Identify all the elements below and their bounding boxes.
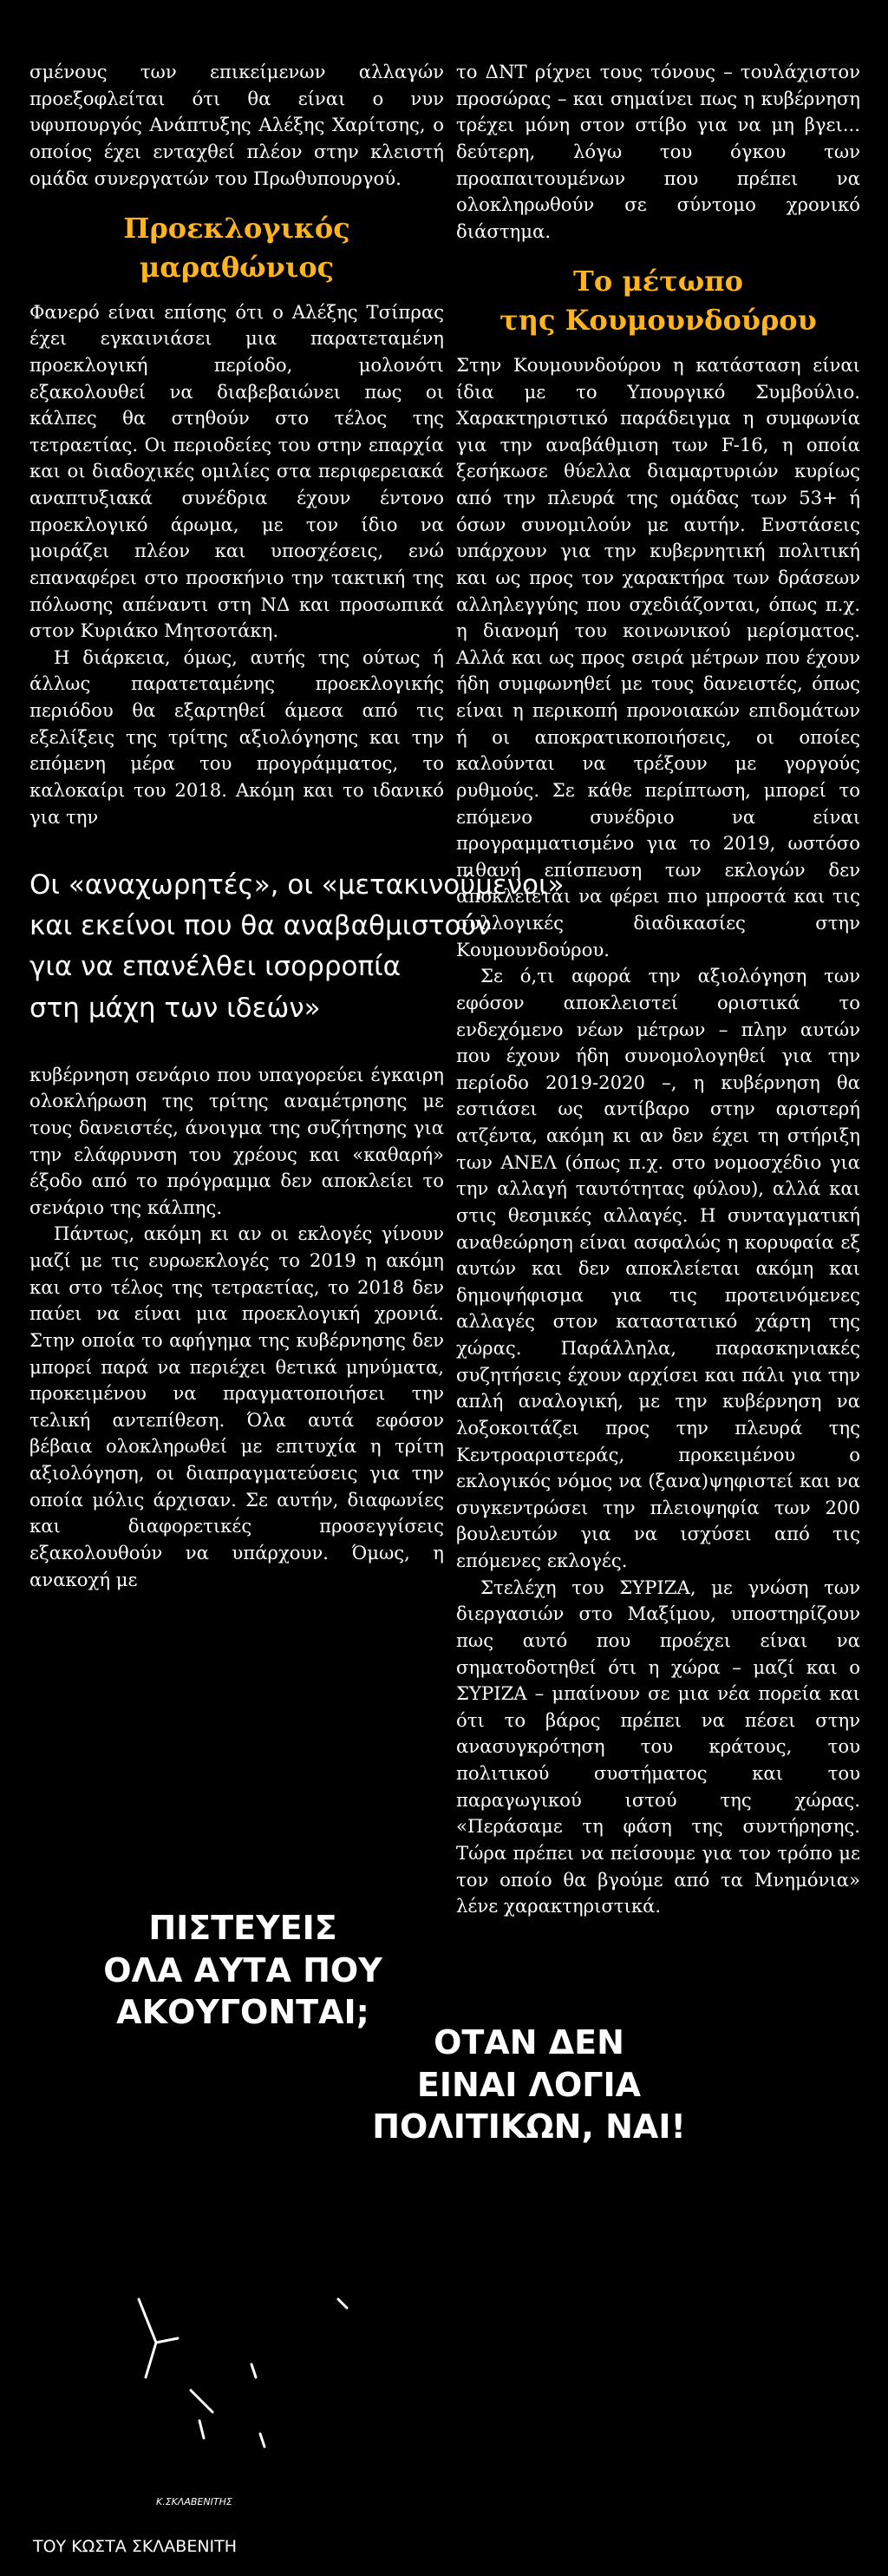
figure-stroke <box>191 2390 212 2412</box>
bubble-line: ΟΤΑΝ ΔΕΝ <box>434 2023 624 2061</box>
figure-stroke <box>251 2364 256 2377</box>
cartoon-credit: ΤΟΥ ΚΩΣΤΑ ΣΚΛΑΒΕΝΙΤΗ <box>33 2537 238 2556</box>
pull-quote-line: και εκείνοι που θα αναβαθμιστούν <box>29 910 492 942</box>
article-paragraph: το ΔΝΤ ρίχνει τους τόνους – τουλάχιστον προσώρας – και σημαίνει πως η κυβέρνηση τρέχει μόνη στον στίβο για να μη βγει... δεύτερη, λόγω του όγκου των προαπαιτουμένων που πρέπει να ολοκληρωθούν σε σύντομο χρονικό διάστημα. <box>456 61 860 242</box>
article-paragraph: Φανερό είναι επίσης ότι ο Αλέξης Τσίπρας έχει εγκαινιάσει μια παρατεταμένη προεκλογική περίοδο, μολονότι εξακολουθεί να διαβεβαιώνει πως οι κάλπες θα στηθούν στο τέλος της τετραετίας. Οι περιοδείες του στην επαρχία και οι διαδοχικές ομιλίες στα περιφερειακά αναπτυξιακά συνέδρια έχουν έντονο προεκλογικό άρωμα, με τον ίδιο να μοιράζει πλέον και υποσχέσεις, ενώ επαναφέρει στο προσκήνιο την τακτική της πόλωσης απέναντι στη ΝΔ και προσωπικά στον Κυριάκο Μητσοτάκη. <box>29 300 444 642</box>
article-paragraph: κυβέρνηση σενάριο που υπαγορεύει έγκαιρη ολοκλήρωση της τρίτης αναμέτρησης με τους δανειστές, άνοιγμα της συζήτησης για την ελάφρυνση του χρέους και «καθαρή» έξοδο από το πρόγραμμα δεν αποκλείει το σενάριο της κάλπης. <box>29 1063 444 1218</box>
cartoonist-signature: Κ.ΣΚΛΑΒΕΝΙΤΗΣ <box>156 2496 232 2507</box>
pull-quote <box>29 865 565 1028</box>
figure-stroke <box>199 2421 204 2438</box>
speech-bubble-answer <box>356 2022 702 2148</box>
pull-quote-line: για να επανέλθει ισορροπία <box>29 951 402 983</box>
pull-quote-line: Οι «αναχωρητές», οι «μετακινούμενοι» <box>29 869 565 901</box>
subheading-line: Προεκλογικός <box>123 212 350 246</box>
subheading-koumoundourou-front <box>456 262 860 340</box>
figure-stroke <box>260 2434 264 2447</box>
subheading-line: της Κουμουνδούρου <box>500 304 817 338</box>
right-column <box>456 59 860 1920</box>
intro-paragraph: σμένους των επικείμενων αλλαγών προεξοφλείται ότι θα είναι ο νυν υφυπουργός Ανάπτυξης Αλέξης Χαρίτσης, ο οποίος έχει ενταχθεί πλέον στην κλειστή ομάδα συνεργατών του Πρωθυπουργού. <box>29 61 444 189</box>
left-column <box>29 59 565 1593</box>
bubble-line: ΑΚΟΥΓΟΝΤΑΙ; <box>116 1993 369 2032</box>
bubble-line: ΕΙΝΑΙ ΛΟΓΙΑ <box>416 2065 642 2104</box>
bubble-line: ΠΙΣΤΕΥΕΙΣ <box>148 1909 337 1947</box>
figure-stroke <box>156 2338 178 2343</box>
political-cartoon <box>26 1891 686 2568</box>
pull-quote-line: στη μάχη των ιδεών» <box>29 992 321 1024</box>
subheading-line: μαραθώνιος <box>139 250 335 284</box>
figure-stroke <box>338 2299 347 2308</box>
article-paragraph: Σε ό,τι αφορά την αξιολόγηση των εφόσον αποκλειστεί οριστικά το ενδεχόμενο νέων μέτρων – πλην αυτών που έχουν ήδη συνομολογηθεί για την περίοδο 2019-2020 –, η κυβέρνηση θα εστιάσει ως αντίβαρο στην αριστερή ατζέντα, ακόμη κι αν δεν έχει τη στήριξη των ΑΝΕΛ (όπως π.χ. στο νομοσχέδιο για την αλλαγή ταυτότητας φύλου), αλλά και στις θεσμικές αλλαγές. Η συνταγματική αναθεώρηση είναι ασφαλώς η κορυφαία εξ αυτών και δεν αποκλείεται ακόμη και δημοψήφισμα για τις προτεινόμενες αλλαγές στον καταστατικό χάρτη της χώρας. Παράλληλα, παρασκηνιακές συζητήσεις έχουν αρχίσει και πάλι για την απλή αναλογική, με την κυβέρνηση να λοξοκοιτάζει προς την πλευρά της Κεντροαριστεράς, προκειμένου ο εκλογικός νόμος να (ξανα)ψηφιστεί και να συγκεντρώσει την πλειοψηφία των 200 βουλευτών για να ισχύσει από τις επόμενες εκλογές. <box>456 965 860 1572</box>
figure-stroke <box>139 2299 156 2377</box>
article-paragraph: Στην Κουμουνδούρου η κατάσταση είναι ίδια με το Υπουργικό Συμβούλιο. Χαρακτηριστικό παράδειγμα η συμφωνία για την αναβάθμιση των F-16, η οποία ξεσήκωσε θύελλα διαμαρτυριών κυρίως από την πλευρά της ομάδας των 53+ ή όσων συνομιλούν με αυτήν. Ενστάσεις υπάρχουν για την κυβερνητική πολιτική και ως προς τον χαρακτήρα των δράσεων αλληλεγγύης που σχεδιάζονται, όπως π.χ. η διανομή του κοινωνικού μερίσματος. Αλλά και ως προς σειρά μέτρων που έχουν ήδη συμφωνηθεί με τους δανειστές, όπως είναι η περικοπή προνοιακών επιδομάτων ή οι αποκρατικοποιήσεις, οι οποίες καλούνται να τρέξουν με γοργούς ρυθμούς. Σε κάθε περίπτωση, μπορεί το επόμενο συνέδριο να είναι προγραμματισμένο για το 2019, ωστόσο πιθανή επίσπευση των εκλογών δεν αποκλείεται να φέρει πιο μπροστά και τις συλλογικές διαδικασίες στην Κουμουνδούρου. <box>456 353 860 960</box>
article-paragraph: Πάντως, ακόμη κι αν οι εκλογές γίνουν μαζί με τις ευρωεκλογές το 2019 η ακόμη και στο τέλος της τετραετίας, το 2018 δεν παύει να είναι μια προεκλογική χρονιά. Στην οποία το αφήγημα της κυβέρνησης δεν μπορεί παρά να περιέχει θετικά μηνύματα, προκειμένου να πραγματοποιήσει την τελική αντεπίθεση. Όλα αυτά εφόσον βέβαια ολοκληρωθεί με επιτυχία η τρίτη αξιολόγηση, οι διαπραγματεύσεις για την οποία μόλις άρχισαν. Σε αυτήν, διαφωνίες και διαφορετικές προσεγγίσεις εξακολουθούν να υπάρχουν. Όμως, η ανακοχή με <box>29 1222 444 1590</box>
bubble-line: ΟΛΑ ΑΥΤΑ ΠΟΥ <box>103 1950 382 1989</box>
subheading-line: Το μέτωπο <box>573 265 743 298</box>
speech-bubble-question <box>52 1907 434 2034</box>
article-paragraph: Στελέχη του ΣΥΡΙΖΑ, με γνώση των διεργασιών στο Μαξίμου, υποστηρίζουν πως αυτό που προέχει είναι να σηματοδοτηθεί ότι η χώρα – μαζί και ο ΣΥΡΙΖΑ – μπαίνουν σε μια νέα πορεία και ότι το βάρος πρέπει να πέσει στην ανασυγκρότηση του κράτους, του πολιτικού συστήματος και του παραγωγικού ιστού της χώρας. «Περάσαμε τη φάση της συντήρησης. Τώρα πρέπει να πείσουμε για τον τρόπο με τον οποίο θα βγούμε από τα Μνημόνια» λένε χαρακτηριστικά. <box>456 1576 860 1917</box>
subheading-pre-election-marathon <box>29 209 444 287</box>
article-paragraph: Η διάρκεια, όμως, αυτής της ούτως ή άλλως παρατεταμένης προεκλογικής περιόδου θα εξαρτηθεί άμεσα από τις εξελίξεις της τρίτης αξιολόγησης και την επόμενη μέρα του προγράμματος, το καλοκαίρι του 2018. Ακόμη και το ιδανικό για την <box>29 646 444 828</box>
bubble-line: ΠΟΛΙΤΙΚΩΝ, ΝΑΙ! <box>372 2107 686 2147</box>
